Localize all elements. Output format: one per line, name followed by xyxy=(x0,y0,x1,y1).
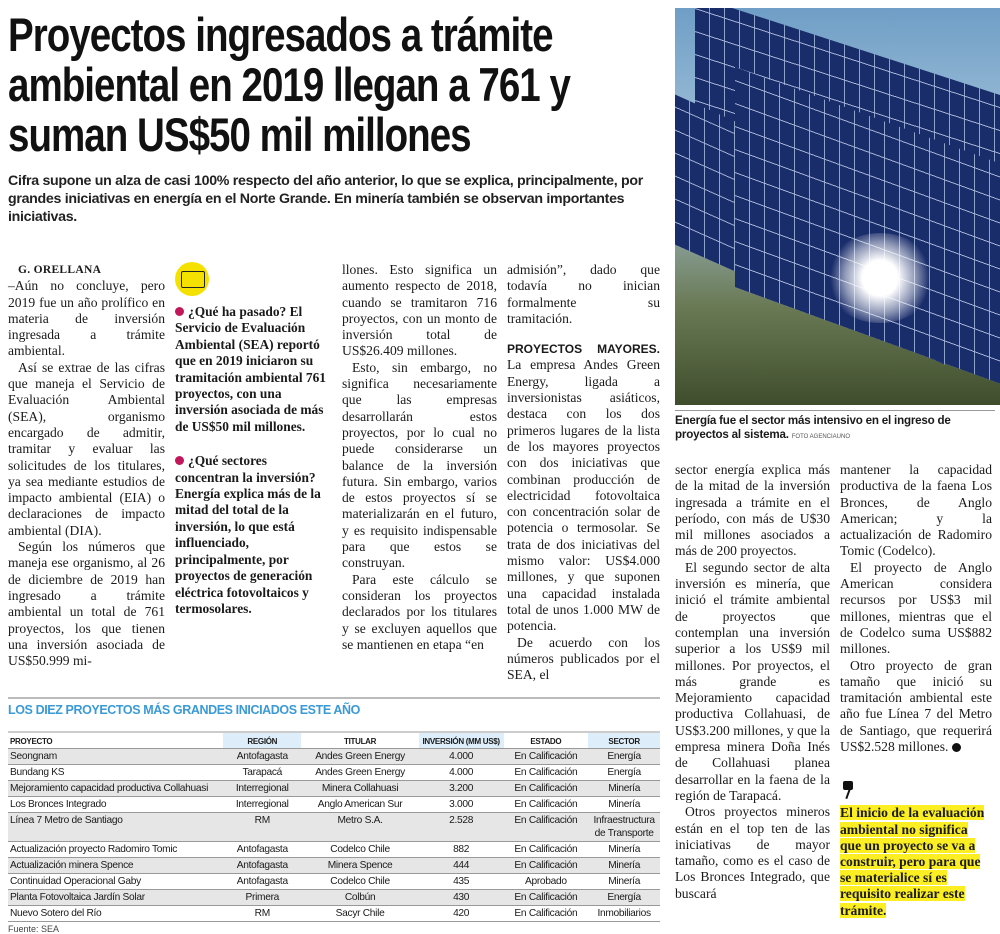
table-cell: 2.528 xyxy=(419,813,504,842)
paragraph: De acuerdo con los números publicados por el SEA, el xyxy=(507,634,660,683)
right-area xyxy=(675,8,995,919)
table-cell: Energía xyxy=(588,765,660,781)
table-cell: Codelco Chile xyxy=(301,874,418,890)
paragraph-text: Otro proyecto de gran tamaño que inició su tramitación ambiental este año fue Línea 7 del Metro de Santiago, que requerirá US$2.528 millones. xyxy=(840,657,992,755)
table-cell: Energía xyxy=(588,749,660,765)
table-cell: 4.000 xyxy=(419,749,504,765)
table-row xyxy=(8,842,660,858)
table-row xyxy=(8,906,660,922)
sidebar-question: ¿Qué sectores concentran la inversión? xyxy=(175,453,316,485)
right-columns xyxy=(675,462,995,919)
table-cell: Anglo American Sur xyxy=(301,797,418,813)
column-header: REGIÓN xyxy=(223,732,301,749)
article-column-5 xyxy=(675,462,830,902)
sidebar-item xyxy=(175,453,332,617)
table-cell: Bundang KS xyxy=(8,765,223,781)
paragraph-text: La empresa Andes Green Energy, ligada a inversionistas asiáticos, destaca con los dos primeros lugares de la lista de los mayores proyectos con dos iniciativas que combinan producción de electricidad fotovoltaica con concentración solar de potencia o termosolar. Se trata de dos iniciativas del mismo valor: US$4.000 millones, y que suponen una capacidad instalada total de unos 1.000 MW de potencia. xyxy=(507,357,660,634)
table-cell: 444 xyxy=(419,858,504,874)
top-projects-table xyxy=(8,731,660,922)
table-cell: Antofagasta xyxy=(223,749,301,765)
paragraph: mantener la capacidad productiva de la faena Los Bronces, de Anglo American; y la actualización de Radomiro Tomic (Codelco). xyxy=(840,462,992,559)
table-cell: En Calificación xyxy=(504,765,589,781)
table-cell: Minería xyxy=(588,842,660,858)
solar-panels-photo xyxy=(675,8,1000,405)
table-cell: Actualización proyecto Radomiro Tomic xyxy=(8,842,223,858)
article-column-6 xyxy=(840,462,992,919)
table-cell: Aprobado xyxy=(504,874,589,890)
paragraph: sector energía explica más de la mitad de la inversión ingresada a trámite en el período, con más de U$30 mil millones asociados a más de 200 proyectos. xyxy=(675,462,830,559)
table-row xyxy=(8,813,660,842)
article-column-3 xyxy=(342,262,497,653)
table-cell: Los Bronces Integrado xyxy=(8,797,223,813)
column-header: SECTOR xyxy=(588,732,660,749)
table-row xyxy=(8,765,660,781)
paragraph xyxy=(507,341,660,634)
table-cell: RM xyxy=(223,813,301,842)
highlight-box xyxy=(840,781,992,918)
table-cell: Mejoramiento capacidad productiva Collahuasi xyxy=(8,781,223,797)
table-cell: Minería xyxy=(588,858,660,874)
table-cell: Minería xyxy=(588,797,660,813)
table-cell: 3.000 xyxy=(419,797,504,813)
table-cell: Energía xyxy=(588,890,660,906)
table-cell: Tarapacá xyxy=(223,765,301,781)
article-columns xyxy=(8,262,668,683)
table-cell: En Calificación xyxy=(504,858,589,874)
table-row xyxy=(8,749,660,765)
table-cell: 420 xyxy=(419,906,504,922)
table-cell: En Calificación xyxy=(504,906,589,922)
table-cell: En Calificación xyxy=(504,842,589,858)
table-cell: Seongnam xyxy=(8,749,223,765)
folder-icon xyxy=(175,262,209,296)
table-source: Fuente: SEA xyxy=(8,924,60,934)
article-column-1 xyxy=(8,262,165,669)
table-cell: Interregional xyxy=(223,797,301,813)
headline-box xyxy=(8,10,668,160)
table-cell: Minera Collahuasi xyxy=(301,781,418,797)
table-cell: 4.000 xyxy=(419,765,504,781)
pushpin-icon xyxy=(842,781,854,801)
paragraph: admisión”, dado que todavía no inician formalmente su tramitación. xyxy=(507,262,660,326)
sidebar-question: ¿Qué ha pasado? xyxy=(188,304,287,319)
table-cell: En Calificación xyxy=(504,890,589,906)
byline: G. ORELLANA xyxy=(18,264,102,276)
column-header: PROYECTO xyxy=(8,732,223,749)
paragraph: Otros proyectos mineros están en el top ten de las iniciativas de mayor tamaño, como es el caso de Los Bronces Integrado, que buscará xyxy=(675,804,830,901)
end-mark-icon xyxy=(952,743,961,752)
table-cell: Minería xyxy=(588,781,660,797)
sidebar-answer: Energía explica más de la mitad del total de la inversión, lo que está influenciado, principalmente, por proyectos de generación eléctrica fotovoltaicos y termosolares. xyxy=(175,486,321,616)
table-cell: Minería xyxy=(588,874,660,890)
table-row xyxy=(8,858,660,874)
paragraph: –Aún no concluye, pero 2019 fue un año prolífico en materia de inversión ingresada a trámite ambiental. xyxy=(8,278,165,359)
table-title: LOS DIEZ PROYECTOS MÁS GRANDES INICIADOS ESTE AÑO xyxy=(8,703,360,718)
table-cell: Andes Green Energy xyxy=(301,749,418,765)
table-cell: Colbún xyxy=(301,890,418,906)
paragraph: El segundo sector de alta inversión es minería, que inició el trámite ambiental de proyectos que contemplan una inversión superior a los US$9 mil millones. Por proyectos, el más grande es Mejoramiento capacidad productiva Collahuasi, de US$3.200 millones, y que la empresa minera Doña Inés de Collahuasi planea desarrollar en la faena de la región de Tarapacá. xyxy=(675,559,830,803)
table-cell: Línea 7 Metro de Santiago xyxy=(8,813,223,842)
table-cell: Antofagasta xyxy=(223,842,301,858)
highlight-text: El inicio de la evaluación ambiental no significa que un proyecto se va a construir, pero para que se materialice sí es requisito realizar este trámite. xyxy=(840,805,985,918)
paragraph: llones. Esto significa un aumento respecto de 2018, cuando se tramitaron 716 proyectos, con un monto de inversión total de US$26.409 millones. xyxy=(342,262,497,359)
table-cell: Minera Spence xyxy=(301,858,418,874)
photo-credit: FOTO AGENCIAUNO xyxy=(791,434,850,440)
table-cell: 430 xyxy=(419,890,504,906)
table-cell: Inmobiliarios xyxy=(588,906,660,922)
table-cell: Planta Fotovoltaica Jardín Solar xyxy=(8,890,223,906)
table-cell: En Calificación xyxy=(504,781,589,797)
table-row xyxy=(8,874,660,890)
section-kicker: PROYECTOS MAYORES. xyxy=(507,342,660,357)
table-cell: En Calificación xyxy=(504,813,589,842)
sidebar-answer: El Servicio de Evaluación Ambiental (SEA) reportó que en 2019 iniciaron su tramitación ambiental 761 proyectos, con una inversión asociada de más de US$50 mil millones. xyxy=(175,304,326,434)
table-cell: En Calificación xyxy=(504,797,589,813)
paragraph: Esto, sin embargo, no significa necesariamente que las empresas desarrollarán estos proyectos, por lo cual no puede considerarse un balance de la inversión futura. Sin embargo, varios de estos proyectos sí se materializarán en el futuro, y es requisito indispensable para que estos se construyan. xyxy=(342,359,497,571)
column-header: INVERSIÓN (MM US$) xyxy=(419,732,504,749)
table-cell: RM xyxy=(223,906,301,922)
table-cell: Nuevo Sotero del Río xyxy=(8,906,223,922)
table-cell: En Calificación xyxy=(504,749,589,765)
table-row xyxy=(8,890,660,906)
main-article-area xyxy=(8,10,668,934)
sidebar-item xyxy=(175,304,332,435)
table-cell: Primera xyxy=(223,890,301,906)
photo-caption xyxy=(675,410,995,444)
sidebar-questions xyxy=(175,262,332,617)
table-cell: Sacyr Chile xyxy=(301,906,418,922)
table-cell: 3.200 xyxy=(419,781,504,797)
paragraph: Según los números que maneja ese organismo, al 26 de diciembre de 2019 han ingresado a trámite ambiental un total de 761 proyectos, los que tienen una inversión asociada de US$50.999 mi- xyxy=(8,539,165,669)
table-cell: Infraestructura de Transporte xyxy=(588,813,660,842)
top-projects-table-section xyxy=(8,697,660,934)
paragraph: El proyecto de Anglo American considera recursos por US$3 mil millones, mientras que el de Codelco suma US$882 millones. xyxy=(840,559,992,657)
bullet-icon xyxy=(175,456,184,465)
article-column-4 xyxy=(507,262,660,683)
table-cell: Antofagasta xyxy=(223,874,301,890)
caption-text: Energía fue el sector más intensivo en el ingreso de proyectos al sistema. xyxy=(675,414,951,441)
table-cell: Andes Green Energy xyxy=(301,765,418,781)
table-cell: Interregional xyxy=(223,781,301,797)
table-cell: Metro S.A. xyxy=(301,813,418,842)
table-row xyxy=(8,781,660,797)
paragraph xyxy=(840,658,992,756)
table-cell: 435 xyxy=(419,874,504,890)
table-row xyxy=(8,797,660,813)
bullet-icon xyxy=(175,307,184,316)
headline: Proyectos ingresados a trámite ambiental en 2019 llegan a 761 y suman US$50 mil millones xyxy=(8,8,570,161)
paragraph: Así se extrae de las cifras que maneja el Servicio de Evaluación Ambiental (SEA), organismo encargado de admitir, tramitar y evaluar las solicitudes de los titulares, ya sea mediante estudios de impacto ambiental (EIA) o declaraciones de impacto ambiental (DIA). xyxy=(8,359,165,538)
table-cell: Continuidad Operacional Gaby xyxy=(8,874,223,890)
column-header: TITULAR xyxy=(301,732,418,749)
subheadline: Cifra supone un alza de casi 100% respecto del año anterior, lo que se explica, principalmente, por grandes iniciativas en energía en el Norte Grande. En minería también se observan importantes iniciativas. xyxy=(8,173,643,225)
table-header-row xyxy=(8,732,660,749)
column-header: ESTADO xyxy=(504,732,589,749)
paragraph: Para este cálculo se consideran los proyectos declarados por los titulares y se excluyen aquellos que se mantienen en etapa “en xyxy=(342,571,497,652)
table-cell: Antofagasta xyxy=(223,858,301,874)
table-cell: Actualización minera Spence xyxy=(8,858,223,874)
table-cell: Codelco Chile xyxy=(301,842,418,858)
table-cell: 882 xyxy=(419,842,504,858)
